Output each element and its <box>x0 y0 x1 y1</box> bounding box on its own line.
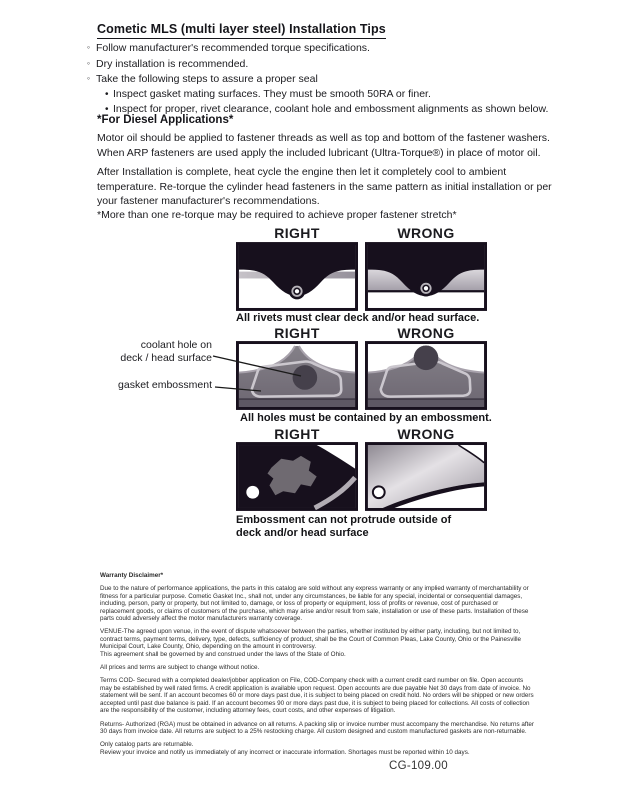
disclaimer-paragraph: This agreement shall be governed by and construed under the laws of the State of Ohio. <box>100 650 346 658</box>
tip-text: Take the following steps to assure a proper seal <box>96 73 318 86</box>
wrong-label: WRONG <box>397 225 455 241</box>
disclaimer-paragraph: Only catalog parts are returnable. <box>100 741 194 749</box>
tip-text: Dry installation is recommended. <box>96 57 249 70</box>
annotation-pointer-lines <box>96 330 316 400</box>
diagram-hole-wrong <box>365 341 487 410</box>
disclaimer-heading: Warranty Disclaimer* <box>100 572 164 579</box>
tip-text: Inspect gasket mating surfaces. They must be smooth 50RA or finer. <box>113 87 431 100</box>
diesel-paragraph-2: After Installation is complete, heat cycle the engine then let it completely cool to ambient temperature. Re-torque the cylinder head fasteners in the same pattern as initial installation or per your fastener manufacturer's recommendations. <box>97 166 552 208</box>
disclaimer-paragraph: All prices and terms are subject to change without notice. <box>100 664 260 672</box>
annotation-line: gasket embossment <box>118 379 212 391</box>
bolt-hole-icon <box>373 486 385 498</box>
list-item <box>87 71 548 87</box>
bolt-hole-icon <box>246 486 259 499</box>
diagram-protrude-wrong <box>365 442 487 511</box>
right-label: RIGHT <box>274 426 320 442</box>
disclaimer-paragraph: Review your invoice and notify us immediately of any incorrect or inaccurate information. Shortages must be reported within 10 days. <box>100 748 470 756</box>
diagram-rivet-right <box>236 242 358 311</box>
wrong-label: WRONG <box>397 426 455 442</box>
list-item <box>87 56 548 72</box>
protrude-caption: Embossment can not protrude outside of deck and/or head surface <box>236 514 452 539</box>
circle-bullet-icon: ◦ <box>87 73 91 84</box>
list-item <box>87 87 548 103</box>
disclaimer-paragraph: Due to the nature of performance applications, the parts in this catalog are sold without any express warranty or any implied warranty of merchantability or fitness for a particular purpose. Cometic Gasket Inc., shall not, under any circumstances, be liable for any special, incidental or consequential damages, including, person, party or property, but not limited to, damage, or loss of property or equipment, loss of profits or revenue, cost of purchased or replacement goods, or claims of customers of the purchase, which may arise and/or result from sale, installation or use of these parts. Installation of these parts could adversely affect the motor manufacturers warranty coverage. <box>100 585 529 623</box>
disclaimer-paragraph: Returns- Authorized (RGA) must be obtained in advance on all returns. A packing slip or invoice number must accompany the merchandise. No returns after 30 days from invoice date. All returns are subject to a 25% restocking charge. All custom designed and custom manufactured gaskets are non-returnable. <box>100 720 535 735</box>
list-item <box>87 40 548 56</box>
tip-text: Follow manufacturer's recommended torque specifications. <box>96 42 370 54</box>
retorque-note: *More than one re-torque may be required to achieve proper fastener stretch* <box>97 209 457 221</box>
dot-bullet-icon: • <box>105 88 109 100</box>
right-label: RIGHT <box>274 225 320 241</box>
diagram-rivet-wrong <box>365 242 487 311</box>
tip-text: Inspect for proper, rivet clearance, coolant hole and embossment alignments as shown below. <box>113 103 549 116</box>
installation-tips-list <box>87 40 548 118</box>
rivet-caption: All rivets must clear deck and/or head surface. <box>236 312 480 324</box>
right-label: RIGHT <box>274 325 320 341</box>
dot-bullet-icon: • <box>105 104 109 116</box>
annotation-line: deck / head surface <box>120 351 212 364</box>
hole-caption: All holes must be contained by an embossment. <box>240 412 492 424</box>
page-code: CG-109.00 <box>389 760 448 772</box>
circle-bullet-icon: ◦ <box>87 57 91 68</box>
diesel-paragraph-1: Motor oil should be applied to fastener threads as well as top and bottom of the fastener washers. When ARP fasteners are used apply the included lubricant (Ultra-Torque®) in place of motor oil. <box>97 132 550 159</box>
disclaimer-paragraph: VENUE-The agreed upon venue, in the event of dispute whatsoever between the parties, whether instituted by either party, including, but not limited to, contract terms, payment terms, delivery, type, defects, sufficiency of product, shall be the Court of Common Pleas, Lake County, Ohio or the Painesville Municipal Court, Lake County, Ohio, depending on the amount in controversy. <box>100 628 522 651</box>
warranty-disclaimer <box>100 572 534 756</box>
wrong-label: WRONG <box>397 325 455 341</box>
diesel-section-heading: *For Diesel Applications* <box>97 114 234 126</box>
circle-bullet-icon: ◦ <box>87 42 91 52</box>
page-title: Cometic MLS (multi layer steel) Installation Tips <box>97 22 386 39</box>
diagram-protrude-right <box>236 442 358 511</box>
coolant-hole-icon <box>414 345 439 370</box>
annotation-line: coolant hole on <box>140 339 212 351</box>
disclaimer-paragraph: Terms COD- Secured with a completed dealer/jobber application on File, COD-Company check with a current credit card number on file. Open accounts may be established by well rated firms. A credit application is available upon request. Open accounts are due payable Net 30 days from date of invoice. No statement will be sent. If an account becomes 60 or more days past due, it is subject to being placed on credit hold. No orders will be shipped or new orders accepted until past due balance is paid. If an account becomes 90 or more days past due, it is subject to being placed for collections. All costs of collection are the responsibility of the customer, including attorney fees, court costs, and other expenses of litigation. <box>100 677 534 715</box>
